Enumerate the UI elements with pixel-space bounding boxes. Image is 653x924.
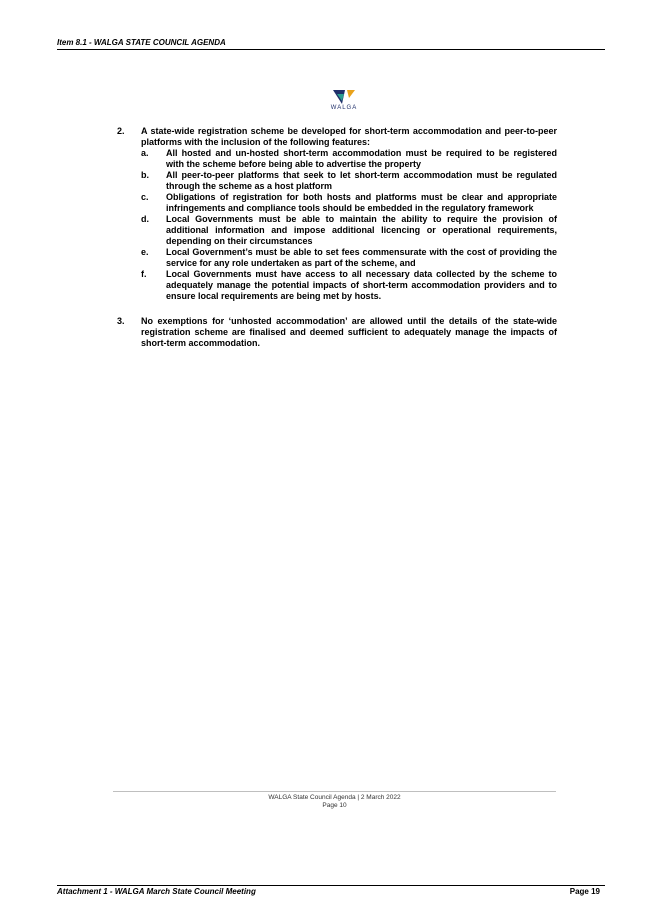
- attachment-label: Attachment 1 - WALGA March State Council Meeting: [57, 887, 256, 896]
- sub-letter: f.: [141, 269, 147, 279]
- sub-item-a: [141, 148, 557, 170]
- sub-letter: a.: [141, 148, 149, 158]
- footer-page-number: Page 10: [322, 802, 347, 809]
- sub-text: Local Government’s must be able to set fees commensurate with the cost of providing the service for any role undertaken as part of the scheme, and: [166, 247, 557, 268]
- sub-letter: c.: [141, 192, 149, 202]
- sub-text: Obligations of registration for both hosts and platforms must be clear and appropriate infringements and compliance tools should be embedded in the regulatory framework: [166, 192, 557, 213]
- sub-item-c: [141, 192, 557, 214]
- walga-logo-text: WALGA: [330, 105, 358, 111]
- agenda-content: [117, 126, 557, 349]
- sub-item-d: [141, 214, 557, 247]
- sub-list: [141, 148, 557, 302]
- walga-logo: [322, 90, 366, 111]
- attachment-page-number: Page 19: [569, 887, 600, 896]
- sub-item-b: [141, 170, 557, 192]
- sub-item-f: [141, 269, 557, 302]
- footer-divider: [113, 791, 556, 792]
- sub-text: All peer-to-peer platforms that seek to let short-term accommodation must be regulated through the scheme as a host platform: [166, 170, 557, 191]
- sub-text: Local Governments must have access to all necessary data collected by the scheme to adequately manage the potential impacts of short-term accommodation providers and to ensure local requirements are being met by hosts.: [166, 269, 557, 301]
- sub-item-e: [141, 247, 557, 269]
- walga-logo-icon: [333, 90, 355, 104]
- item-text: A state-wide registration scheme be developed for short-term accommodation and peer-to-peer platforms with the inclusion of the following features:: [141, 126, 557, 147]
- sub-text: All hosted and un-hosted short-term accommodation must be required to be registered with the scheme before being able to advertise the property: [166, 148, 557, 169]
- page-footer: [113, 794, 556, 810]
- page-header: Item 8.1 - WALGA STATE COUNCIL AGENDA: [57, 38, 605, 50]
- item-text: No exemptions for ‘unhosted accommodation’ are allowed until the details of the state-wide registration scheme are finalised and deemed sufficient to adequately manage the impacts of short-term accommodation.: [141, 316, 557, 348]
- item-number: 3.: [117, 316, 125, 326]
- sub-letter: d.: [141, 214, 149, 224]
- agenda-item-3: [117, 316, 557, 349]
- bottom-divider: [57, 885, 605, 886]
- sub-letter: b.: [141, 170, 149, 180]
- sub-letter: e.: [141, 247, 149, 257]
- item-number: 2.: [117, 126, 125, 136]
- sub-text: Local Governments must be able to maintain the ability to require the provision of additional information and impose additional licencing or operational requirements, depending on their circumstances: [166, 214, 557, 246]
- footer-agenda-date: WALGA State Council Agenda | 2 March 2022: [268, 794, 401, 801]
- agenda-item-2: [117, 126, 557, 302]
